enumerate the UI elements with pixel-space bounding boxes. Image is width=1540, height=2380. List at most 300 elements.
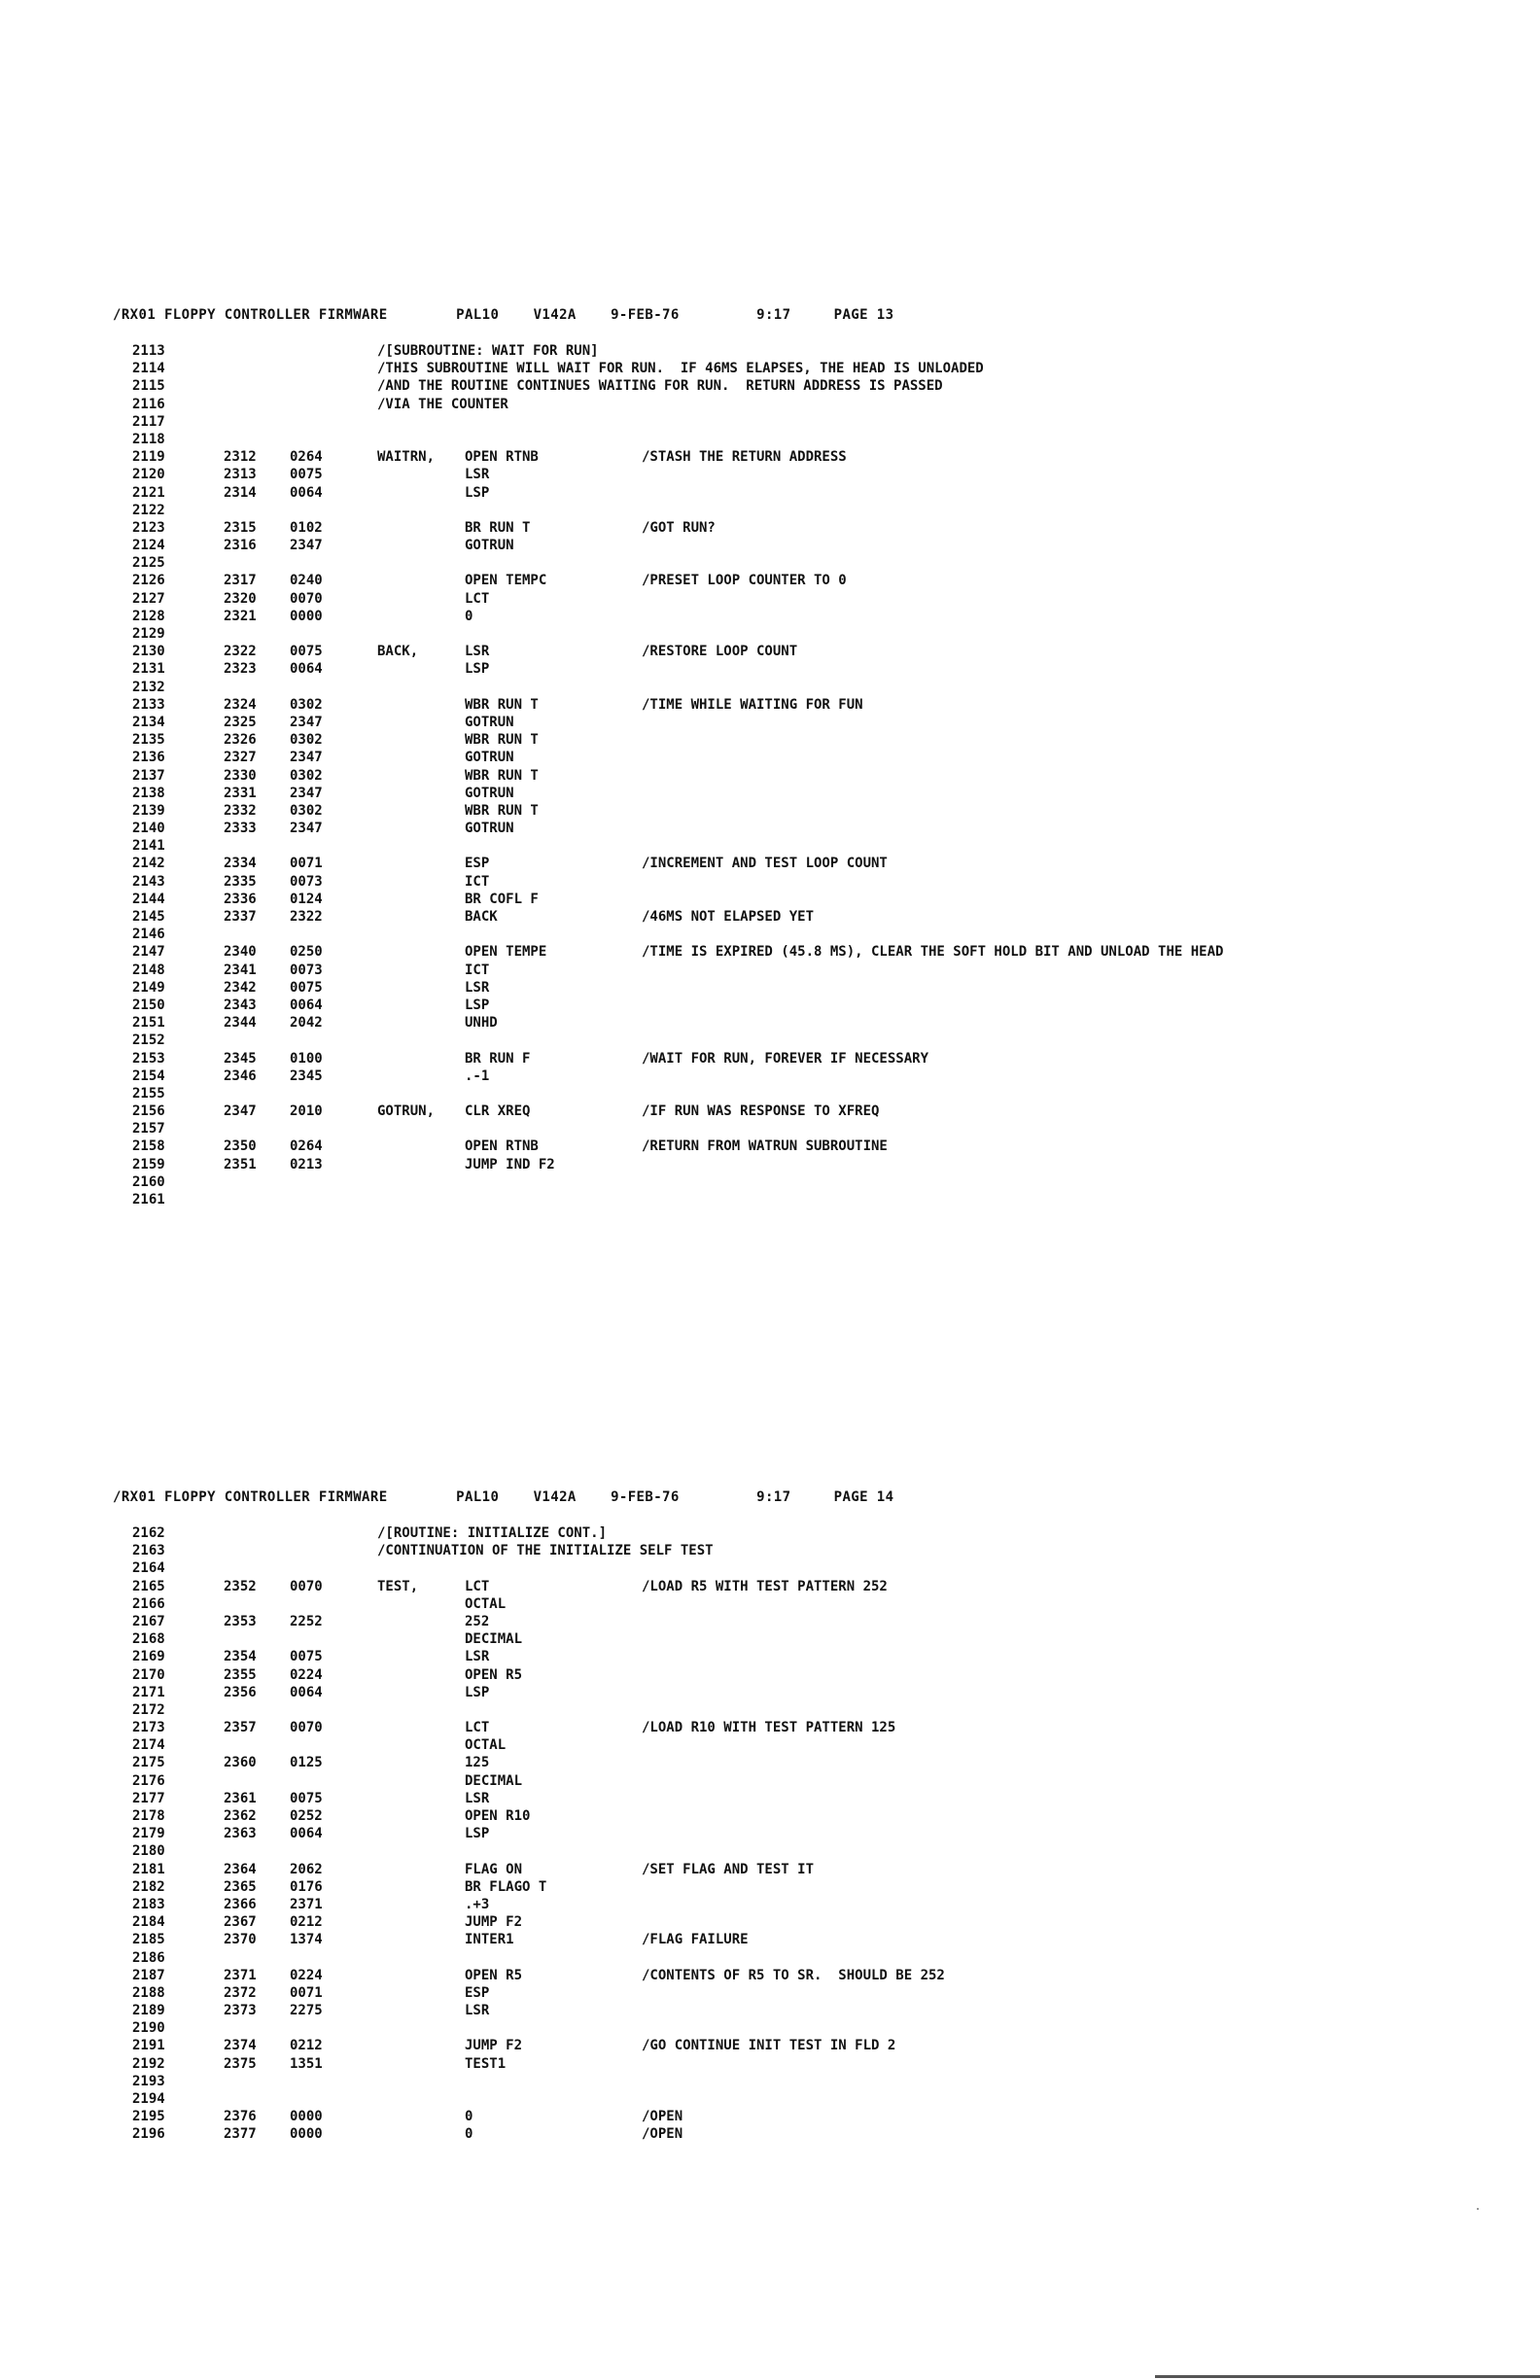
listing-row xyxy=(0,1138,1540,1155)
octal-code: 0070 xyxy=(290,1720,323,1736)
line-number: 2145 xyxy=(132,909,165,925)
listing-row xyxy=(0,1825,1540,1842)
comment-block: /CONTINUATION OF THE INITIALIZE SELF TEST xyxy=(377,1543,714,1559)
instruction: WBR RUN T xyxy=(465,767,539,784)
comment-block: /THIS SUBROUTINE WILL WAIT FOR RUN. IF 46MS ELAPSES, THE HEAD IS UNLOADED xyxy=(377,361,984,377)
instruction: ESP xyxy=(465,1984,490,2001)
octal-code: 2345 xyxy=(290,1068,323,1084)
comment: /CONTENTS OF R5 TO SR. SHOULD BE 252 xyxy=(642,1967,945,1983)
comment: /46MS NOT ELAPSED YET xyxy=(642,909,815,925)
listing-row xyxy=(0,1984,1540,2002)
line-number: 2115 xyxy=(132,378,165,395)
comment: /STASH THE RETURN ADDRESS xyxy=(642,449,847,466)
address: 2317 xyxy=(224,573,257,589)
address: 2362 xyxy=(224,1808,257,1824)
comment: /WAIT FOR RUN, FOREVER IF NECESSARY xyxy=(642,1050,929,1067)
line-number: 2124 xyxy=(132,538,165,554)
instruction: LSP xyxy=(465,1684,490,1700)
address: 2374 xyxy=(224,2038,257,2054)
octal-code: 0064 xyxy=(290,1684,323,1700)
line-number: 2190 xyxy=(132,2020,165,2037)
line-number: 2171 xyxy=(132,1684,165,1700)
page-header: /RX01 FLOPPY CONTROLLER FIRMWARE PAL10 V142A 9-FEB-76 9:17 PAGE 13 xyxy=(113,307,894,323)
line-number: 2128 xyxy=(132,608,165,624)
address: 2347 xyxy=(224,1103,257,1120)
listing-row xyxy=(0,1542,1540,1559)
line-number: 2195 xyxy=(132,2109,165,2125)
line-number: 2153 xyxy=(132,1050,165,1067)
line-number: 2167 xyxy=(132,1613,165,1629)
line-number: 2133 xyxy=(132,696,165,713)
line-number: 2149 xyxy=(132,979,165,996)
octal-code: 0224 xyxy=(290,1666,323,1683)
line-number: 2150 xyxy=(132,997,165,1013)
listing-row xyxy=(0,785,1540,802)
line-number: 2172 xyxy=(132,1701,165,1718)
listing-row xyxy=(0,448,1540,466)
line-number: 2134 xyxy=(132,714,165,730)
listing-row xyxy=(0,1173,1540,1191)
octal-code: 0252 xyxy=(290,1808,323,1824)
octal-code: 0240 xyxy=(290,573,323,589)
instruction: LSP xyxy=(465,484,490,501)
instruction: 0 xyxy=(465,2126,473,2143)
instruction: TEST1 xyxy=(465,2055,507,2072)
instruction: OPEN RTNB xyxy=(465,449,539,466)
listing-row xyxy=(0,1719,1540,1736)
listing-row xyxy=(0,979,1540,997)
listing-row xyxy=(0,1068,1540,1085)
line-number: 2180 xyxy=(132,1843,165,1860)
instruction: LSP xyxy=(465,1826,490,1842)
line-number: 2120 xyxy=(132,467,165,483)
address: 2376 xyxy=(224,2109,257,2125)
listing-row xyxy=(0,1050,1540,1068)
instruction: OPEN R5 xyxy=(465,1666,523,1683)
address: 2343 xyxy=(224,997,257,1013)
line-number: 2147 xyxy=(132,944,165,961)
address: 2370 xyxy=(224,1932,257,1948)
address: 2350 xyxy=(224,1138,257,1155)
instruction: .-1 xyxy=(465,1068,490,1084)
line-number: 2191 xyxy=(132,2038,165,2054)
line-number: 2155 xyxy=(132,1085,165,1102)
comment-block: /AND THE ROUTINE CONTINUES WAITING FOR RUN. RETURN ADDRESS IS PASSED xyxy=(377,378,943,395)
comment: /TIME IS EXPIRED (45.8 MS), CLEAR THE SOFT HOLD BIT AND UNLOAD THE HEAD xyxy=(642,944,1224,961)
octal-code: 0212 xyxy=(290,2038,323,2054)
address: 2353 xyxy=(224,1613,257,1629)
address: 2361 xyxy=(224,1790,257,1806)
octal-code: 2347 xyxy=(290,750,323,766)
listing-row xyxy=(0,1754,1540,1771)
listing-row xyxy=(0,1032,1540,1049)
address: 2323 xyxy=(224,661,257,678)
line-number: 2139 xyxy=(132,802,165,819)
listing-row xyxy=(0,962,1540,979)
listing-row xyxy=(0,554,1540,572)
octal-code: 0302 xyxy=(290,732,323,749)
line-number: 2143 xyxy=(132,873,165,890)
listing-row xyxy=(0,1085,1540,1102)
line-number: 2136 xyxy=(132,750,165,766)
line-number: 2130 xyxy=(132,644,165,660)
instruction: JUMP F2 xyxy=(465,1914,523,1931)
line-number: 2144 xyxy=(132,891,165,907)
address: 2344 xyxy=(224,1015,257,1032)
octal-code: 0212 xyxy=(290,1914,323,1931)
octal-code: 0124 xyxy=(290,891,323,907)
line-number: 2170 xyxy=(132,1666,165,1683)
octal-code: 0075 xyxy=(290,467,323,483)
line-number: 2192 xyxy=(132,2055,165,2072)
octal-code: 0176 xyxy=(290,1878,323,1895)
octal-code: 0213 xyxy=(290,1156,323,1172)
listing-row xyxy=(0,608,1540,625)
line-number: 2140 xyxy=(132,821,165,837)
line-number: 2158 xyxy=(132,1138,165,1155)
instruction: OCTAL xyxy=(465,1737,507,1754)
octal-code: 2062 xyxy=(290,1861,323,1877)
octal-code: 0264 xyxy=(290,449,323,466)
listing-row xyxy=(0,431,1540,448)
listing-row xyxy=(0,943,1540,961)
octal-code: 0075 xyxy=(290,979,323,996)
address: 2314 xyxy=(224,484,257,501)
address: 2326 xyxy=(224,732,257,749)
listing-row xyxy=(0,731,1540,749)
instruction: LCT xyxy=(465,1578,490,1594)
line-number: 2177 xyxy=(132,1790,165,1806)
page-header: /RX01 FLOPPY CONTROLLER FIRMWARE PAL10 V142A 9-FEB-76 9:17 PAGE 14 xyxy=(113,1489,894,1505)
address: 2373 xyxy=(224,2003,257,2019)
octal-code: 0302 xyxy=(290,696,323,713)
instruction: GOTRUN xyxy=(465,714,514,730)
instruction: GOTRUN xyxy=(465,821,514,837)
line-number: 2183 xyxy=(132,1896,165,1912)
instruction: BR RUN F xyxy=(465,1050,531,1067)
octal-code: 2010 xyxy=(290,1103,323,1120)
address: 2354 xyxy=(224,1649,257,1665)
instruction: GOTRUN xyxy=(465,750,514,766)
comment: /LOAD R10 WITH TEST PATTERN 125 xyxy=(642,1720,896,1736)
listing-row xyxy=(0,2073,1540,2090)
address: 2315 xyxy=(224,519,257,536)
instruction: OPEN TEMPC xyxy=(465,573,547,589)
instruction: OPEN TEMPE xyxy=(465,944,547,961)
listing-row xyxy=(0,1772,1540,1790)
listing-row xyxy=(0,643,1540,660)
octal-code: 0302 xyxy=(290,802,323,819)
listing-row xyxy=(0,1666,1540,1684)
label: TEST, xyxy=(377,1578,419,1594)
octal-code: 0075 xyxy=(290,1790,323,1806)
listing-rows xyxy=(0,342,1540,1208)
line-number: 2189 xyxy=(132,2003,165,2019)
line-number: 2175 xyxy=(132,1755,165,1771)
address: 2355 xyxy=(224,1666,257,1683)
instruction: BR RUN T xyxy=(465,519,531,536)
instruction: 125 xyxy=(465,1755,490,1771)
instruction: LSP xyxy=(465,997,490,1013)
octal-code: 1374 xyxy=(290,1932,323,1948)
line-number: 2194 xyxy=(132,2091,165,2107)
line-number: 2162 xyxy=(132,1525,165,1541)
octal-code: 2347 xyxy=(290,538,323,554)
scan-edge-rule xyxy=(1155,2375,1540,2378)
address: 2335 xyxy=(224,873,257,890)
comment: /INCREMENT AND TEST LOOP COUNT xyxy=(642,856,888,872)
line-number: 2169 xyxy=(132,1649,165,1665)
line-number: 2142 xyxy=(132,856,165,872)
listing-row xyxy=(0,1949,1540,1967)
address: 2371 xyxy=(224,1967,257,1983)
line-number: 2193 xyxy=(132,2073,165,2089)
line-number: 2148 xyxy=(132,962,165,978)
line-number: 2146 xyxy=(132,927,165,943)
listing-row xyxy=(0,1896,1540,1913)
instruction: LSP xyxy=(465,661,490,678)
instruction: JUMP IND F2 xyxy=(465,1156,555,1172)
instruction: LCT xyxy=(465,1720,490,1736)
instruction: LSR xyxy=(465,979,490,996)
address: 2320 xyxy=(224,590,257,607)
listing-row xyxy=(0,802,1540,820)
listing-row xyxy=(0,1191,1540,1208)
listing-row xyxy=(0,1913,1540,1931)
listing-row xyxy=(0,484,1540,502)
line-number: 2181 xyxy=(132,1861,165,1877)
line-number: 2137 xyxy=(132,767,165,784)
octal-code: 0073 xyxy=(290,962,323,978)
line-number: 2166 xyxy=(132,1595,165,1612)
label: BACK, xyxy=(377,644,419,660)
octal-code: 0264 xyxy=(290,1138,323,1155)
line-number: 2188 xyxy=(132,1984,165,2001)
address: 2356 xyxy=(224,1684,257,1700)
instruction: GOTRUN xyxy=(465,538,514,554)
comment: /SET FLAG AND TEST IT xyxy=(642,1861,815,1877)
line-number: 2138 xyxy=(132,785,165,801)
comment: /GOT RUN? xyxy=(642,519,716,536)
comment: /TIME WHILE WAITING FOR FUN xyxy=(642,696,863,713)
address: 2345 xyxy=(224,1050,257,1067)
listing-row xyxy=(0,696,1540,714)
listing-row xyxy=(0,1790,1540,1807)
comment: /PRESET LOOP COUNTER TO 0 xyxy=(642,573,847,589)
listing-row xyxy=(0,1630,1540,1648)
octal-code: 2347 xyxy=(290,821,323,837)
listing-row xyxy=(0,360,1540,377)
comment: /OPEN xyxy=(642,2109,683,2125)
listing-row xyxy=(0,2037,1540,2054)
line-number: 2186 xyxy=(132,1949,165,1966)
instruction: LSR xyxy=(465,644,490,660)
address: 2321 xyxy=(224,608,257,624)
address: 2330 xyxy=(224,767,257,784)
octal-code: 0070 xyxy=(290,1578,323,1594)
comment: /OPEN xyxy=(642,2126,683,2143)
line-number: 2152 xyxy=(132,1032,165,1049)
line-number: 2118 xyxy=(132,431,165,447)
address: 2316 xyxy=(224,538,257,554)
octal-code: 0075 xyxy=(290,644,323,660)
line-number: 2113 xyxy=(132,343,165,359)
address: 2332 xyxy=(224,802,257,819)
line-number: 2196 xyxy=(132,2126,165,2143)
listing-row xyxy=(0,1120,1540,1138)
instruction: OPEN R10 xyxy=(465,1808,531,1824)
line-number: 2185 xyxy=(132,1932,165,1948)
octal-code: 0070 xyxy=(290,590,323,607)
listing-row xyxy=(0,679,1540,696)
instruction: OPEN R5 xyxy=(465,1967,523,1983)
address: 2327 xyxy=(224,750,257,766)
address: 2346 xyxy=(224,1068,257,1084)
address: 2325 xyxy=(224,714,257,730)
comment: /LOAD R5 WITH TEST PATTERN 252 xyxy=(642,1578,888,1594)
instruction: WBR RUN T xyxy=(465,696,539,713)
line-number: 2131 xyxy=(132,661,165,678)
octal-code: 0224 xyxy=(290,1967,323,1983)
line-number: 2125 xyxy=(132,555,165,572)
instruction: 0 xyxy=(465,608,473,624)
address: 2333 xyxy=(224,821,257,837)
line-number: 2132 xyxy=(132,679,165,695)
octal-code: 0071 xyxy=(290,856,323,872)
listing-row xyxy=(0,1578,1540,1595)
line-number: 2178 xyxy=(132,1808,165,1824)
comment-block: /[ROUTINE: INITIALIZE CONT.] xyxy=(377,1525,608,1541)
listing-row xyxy=(0,396,1540,413)
octal-code: 0073 xyxy=(290,873,323,890)
listing-row xyxy=(0,1014,1540,1032)
label: GOTRUN, xyxy=(377,1103,436,1120)
comment-block: /VIA THE COUNTER xyxy=(377,396,508,412)
listing-rows xyxy=(0,1524,1540,2144)
instruction: BR FLAGO T xyxy=(465,1878,547,1895)
address: 2342 xyxy=(224,979,257,996)
listing-row xyxy=(0,1861,1540,1878)
instruction: LSR xyxy=(465,2003,490,2019)
listing-row xyxy=(0,466,1540,483)
line-number: 2164 xyxy=(132,1560,165,1577)
octal-code: 0102 xyxy=(290,519,323,536)
line-number: 2182 xyxy=(132,1878,165,1895)
listing-row xyxy=(0,413,1540,431)
octal-code: 0064 xyxy=(290,484,323,501)
listing-row xyxy=(0,749,1540,766)
address: 2351 xyxy=(224,1156,257,1172)
line-number: 2129 xyxy=(132,626,165,642)
address: 2313 xyxy=(224,467,257,483)
listing-row xyxy=(0,537,1540,554)
line-number: 2176 xyxy=(132,1772,165,1789)
instruction: LSR xyxy=(465,467,490,483)
address: 2336 xyxy=(224,891,257,907)
octal-code: 2347 xyxy=(290,785,323,801)
listing-row xyxy=(0,820,1540,837)
line-number: 2116 xyxy=(132,396,165,412)
octal-code: 0064 xyxy=(290,1826,323,1842)
listing-row xyxy=(0,1595,1540,1613)
instruction: BACK xyxy=(465,909,498,925)
listing-row xyxy=(0,714,1540,731)
listing-row xyxy=(0,837,1540,855)
listing-row xyxy=(0,1701,1540,1719)
line-number: 2159 xyxy=(132,1156,165,1172)
listing-row xyxy=(0,342,1540,360)
address: 2337 xyxy=(224,909,257,925)
listing-row xyxy=(0,625,1540,643)
listing-row xyxy=(0,2108,1540,2125)
instruction: LCT xyxy=(465,590,490,607)
line-number: 2184 xyxy=(132,1914,165,1931)
instruction: WBR RUN T xyxy=(465,732,539,749)
address: 2352 xyxy=(224,1578,257,1594)
instruction: 252 xyxy=(465,1613,490,1629)
line-number: 2114 xyxy=(132,361,165,377)
listing-row xyxy=(0,1931,1540,1948)
address: 2372 xyxy=(224,1984,257,2001)
line-number: 2141 xyxy=(132,838,165,855)
line-number: 2156 xyxy=(132,1103,165,1120)
listing-row xyxy=(0,2055,1540,2073)
octal-code: 0064 xyxy=(290,997,323,1013)
comment: /GO CONTINUE INIT TEST IN FLD 2 xyxy=(642,2038,896,2054)
instruction: BR COFL F xyxy=(465,891,539,907)
listing-row xyxy=(0,1156,1540,1173)
comment: /IF RUN WAS RESPONSE TO XFREQ xyxy=(642,1103,880,1120)
line-number: 2161 xyxy=(132,1192,165,1208)
address: 2364 xyxy=(224,1861,257,1877)
octal-code: 0000 xyxy=(290,608,323,624)
line-number: 2154 xyxy=(132,1068,165,1084)
listing-row xyxy=(0,891,1540,908)
line-number: 2173 xyxy=(132,1720,165,1736)
line-number: 2168 xyxy=(132,1631,165,1648)
address: 2331 xyxy=(224,785,257,801)
listing-row xyxy=(0,1967,1540,1984)
listing-row xyxy=(0,1648,1540,1665)
octal-code: 2042 xyxy=(290,1015,323,1032)
line-number: 2135 xyxy=(132,732,165,749)
listing-row xyxy=(0,997,1540,1014)
address: 2340 xyxy=(224,944,257,961)
comment: /RESTORE LOOP COUNT xyxy=(642,644,798,660)
address: 2360 xyxy=(224,1755,257,1771)
listing-row xyxy=(0,1878,1540,1896)
address: 2322 xyxy=(224,644,257,660)
instruction: INTER1 xyxy=(465,1932,514,1948)
listing-row xyxy=(0,1807,1540,1825)
octal-code: 0250 xyxy=(290,944,323,961)
address: 2324 xyxy=(224,696,257,713)
instruction: FLAG ON xyxy=(465,1861,523,1877)
line-number: 2121 xyxy=(132,484,165,501)
label: WAITRN, xyxy=(377,449,436,466)
listing-row xyxy=(0,926,1540,943)
octal-code: 0075 xyxy=(290,1649,323,1665)
listing-row xyxy=(0,1559,1540,1577)
instruction: DECIMAL xyxy=(465,1631,523,1648)
listing-row xyxy=(0,1524,1540,1542)
octal-code: 2347 xyxy=(290,714,323,730)
listing-row xyxy=(0,855,1540,872)
line-number: 2165 xyxy=(132,1578,165,1594)
line-number: 2163 xyxy=(132,1543,165,1559)
address: 2334 xyxy=(224,856,257,872)
octal-code: 1351 xyxy=(290,2055,323,2072)
